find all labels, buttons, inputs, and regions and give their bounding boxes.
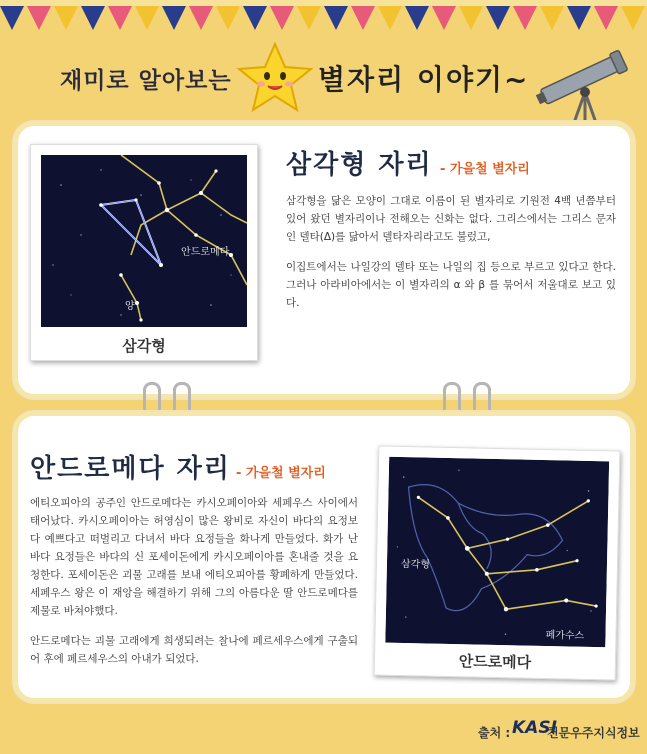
bunting-flag <box>567 6 591 30</box>
triangulum-title: 삼각형 자리 <box>286 150 433 180</box>
bunting-flag <box>270 6 294 30</box>
andromeda-card <box>12 410 636 704</box>
triangulum-paragraph-1: 삼각형을 닮은 모양이 그대로 이름이 된 별자리로 기원전 4백 년쯤부터 있어 왔던 별자리이나 전해오는 신화는 없다. 그리스에서는 그리스 문자인 델타(Δ)를 닮아서 델타자리라고도 불렀고, <box>286 195 616 243</box>
map-label-pegasus: 페가수스 <box>545 630 585 642</box>
footer-org-name: 천문우주지식정보 <box>547 726 640 740</box>
bunting-flag <box>81 6 105 30</box>
bunting-flag <box>378 6 402 30</box>
bunting-flag <box>108 6 132 30</box>
bunting-flag <box>324 6 348 30</box>
andromeda-paragraph-1: 에티오피아의 공주인 안드로메다는 카시오페이아와 세페우스 사이에서 태어났다. 카시오페이아는 허영심이 많은 왕비로 자신이 바다의 요정보다 예쁘다고 떠벌리고 다녀서 바다 요정들을 화나게 만들었다. 화가 난 바다 요정들은 바다의 신 포세이돈에게 카시오페이아를 혼내줄 것을 요청한다. 포세이돈은 괴물 고래를 보내 에티오피아를 황폐하게 만들었다. 세페우스 왕은 이 재앙을 해결하기 위해 그의 아름다운 딸 안드로메다를 제물로 바쳐야했다. <box>30 497 358 617</box>
footer-source <box>0 718 647 748</box>
andromeda-star-map <box>385 457 609 648</box>
triangulum-card <box>12 120 636 400</box>
triangulum-subtitle: - 가을철 별자리 <box>440 162 530 177</box>
map-label-triangle: 삼각형 <box>400 558 431 571</box>
triangulum-paragraph-2: 이집트에서는 나일강의 델타 또는 나일의 집 등으로 부르고 있다고 한다. 그러나 아라비아에서는 이 별자리의 α 와 β 를 묶어서 저울대로 보고 있다. <box>286 261 616 309</box>
bunting-flag <box>432 6 456 30</box>
header-title-right: 별자리 이야기~ <box>318 63 530 96</box>
andromeda-photo <box>374 445 621 680</box>
map-label-andromeda: 안드로메다 <box>181 247 230 258</box>
bunting-decoration <box>0 0 647 38</box>
map-label-ram: 양 <box>125 301 135 312</box>
bunting-flag <box>135 6 159 30</box>
triangulum-photo <box>30 144 258 361</box>
bunting-flag <box>513 6 537 30</box>
bunting-flag <box>459 6 483 30</box>
footer-source-label: 출처 : <box>478 726 511 740</box>
star-mascot-icon <box>235 42 315 112</box>
bunting-flag <box>540 6 564 30</box>
header-title-left: 재미로 알아보는 <box>60 68 232 94</box>
bunting-flag <box>297 6 321 30</box>
bunting-flag <box>405 6 429 30</box>
triangulum-photo-caption: 삼각형 <box>122 337 166 355</box>
bunting-flag <box>0 6 24 30</box>
bunting-flag <box>216 6 240 30</box>
bunting-flag <box>351 6 375 30</box>
triangulum-star-map <box>41 155 247 327</box>
andromeda-paragraph-2: 안드로메다는 괴물 고래에게 희생되려는 찰나에 페르세우스에게 구출되어 후에 페르세우스의 아내가 되었다. <box>30 635 358 665</box>
bunting-flag <box>54 6 78 30</box>
bunting-flag <box>162 6 186 30</box>
bunting-flag <box>243 6 267 30</box>
andromeda-subtitle: - 가을철 별자리 <box>236 466 326 481</box>
bunting-flag <box>486 6 510 30</box>
bunting-flag <box>27 6 51 30</box>
andromeda-photo-caption: 안드로메다 <box>458 652 532 672</box>
kasi-logo: KASI <box>512 718 557 738</box>
bunting-flag <box>594 6 618 30</box>
bunting-flag <box>189 6 213 30</box>
bunting-flag <box>621 6 645 30</box>
andromeda-title: 안드로메다 자리 <box>30 454 231 484</box>
